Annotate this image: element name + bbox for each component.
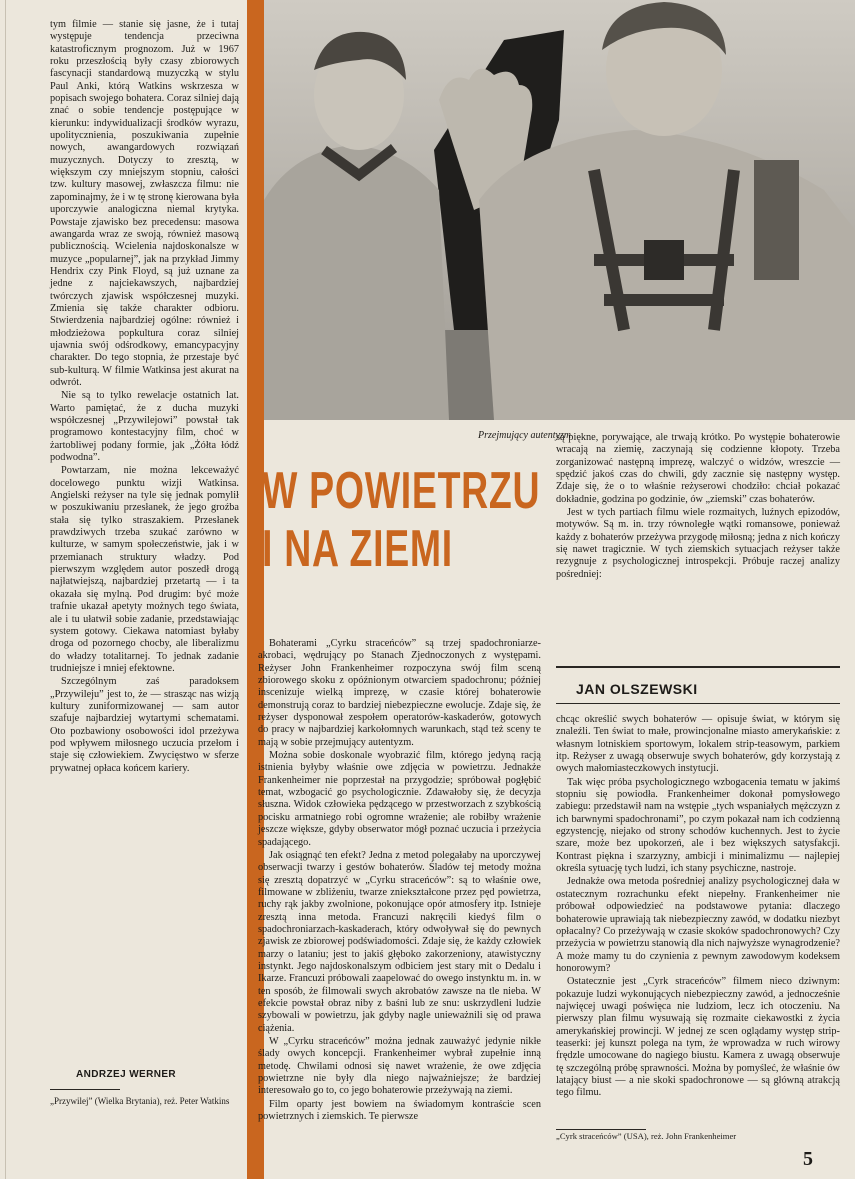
paragraph: Szczególnym zaś paradoksem „Przywileju” jest to, że — strasząc nas wizją kultury zuniformizowanej — sam autor szafuje najbardziej wytartymi schematami. Oto pozbawiony osobowości idol przeżywa pod wpływem miłosnego uczucia przełom i staje się człowiekiem. Zwycięstwo w sferze prywatnej opłaca końcem kariery. — [50, 676, 239, 774]
headline-line-2: I NA ZIEMI — [262, 520, 453, 578]
author-right: JAN OLSZEWSKI — [576, 681, 698, 697]
author-left: ANDRZEJ WERNER — [76, 1069, 177, 1080]
photo-illustration — [264, 0, 855, 420]
paragraph: Tak więc próba psychologicznego wzbogacenia tematu w jakimś stopniu się powiodła. Frankenheimer dokonał pomysłowego zabiegu: przedstawił nam na wstępie „tych wspaniałych mężczyzn z ich barwnymi spadochronami”, po czym pokazał nam ich codzienną egzystencję, niejako od strony schodów kuchennych. Jest to życie szare, może bez upokorzeń, ale i bez większych satysfakcji. Kontrast piękna i szarzyzny, ambicji i minimalizmu — najlepiej określa sytuację tych ludzi, ich stany psychiczne, nastroje. — [556, 776, 840, 875]
paragraph: są piękne, porywające, ale trwają krótko. Po występie bohaterowie wracają na ziemię, zaczynają się codzienne kłopoty. Trzeba zorganizować następną imprezę, walczyć o widzów, wreszcie — spędzić jakoś czas do chwili, gdy zacznie się następny występ. Zdaje się, że o to właśnie reżyserowi chodziło: chciał pokazać dokładnie, godzina po godzinie, ów „ziemski” czas bohaterów. — [556, 432, 840, 505]
paragraph: Jest w tych partiach filmu wiele rozmaitych, luźnych epizodów, motywów. Są m. in. trzy równoległe wątki romansowe, ponieważ każdy z bohaterów przeżywa przygodę miłosną; jedna z nich kończy się nawet tragicznie. W tych ziemskich sytuacjach reżyser także rezygnuje z psychologicznej introspekcji. Próbuje raczej analizy pośredniej: — [556, 507, 840, 580]
footnote-left: „Przywilej” (Wielka Brytania), reż. Peter Watkins — [50, 1096, 230, 1106]
paragraph: Bohaterami „Cyrku straceńców” są trzej spadochroniarze-akrobaci, wędrujący po Stanach Zjednoczonych z występami. Reżyser John Frankenheimer rozpoczyna swój film sceną zbiorowego skoku z opóźnionym otwarciem spadochronu; później inscenizuje wielką imprezę, w czasie której bohaterowie demonstrują coraz to bardziej niebezpieczne ewolucje. Zdaje się, że reżyser dysponował zespołem operatorów-kaskaderów, gotowych do pracy w najbardziej karkołomnych warunkach, stąd też sceny te mają w sobie przejmujący autentyzm. — [258, 638, 541, 748]
paragraph: Film oparty jest bowiem na świadomym kontraście scen powietrznych i ziemskich. Te pierwsze — [258, 1098, 541, 1123]
paragraph: tym filmie — stanie się jasne, że i tutaj występuje tendencja przeciwna katastroficznym prognozom. Już w 1967 roku przeszłością były czasy zbiorowych fascynacji standardową muzyczką w stylu Paul Anki, którą Watkins wskrzesza w popisach swojego bohatera. Coraz silniej dają znać o sobie tendencje postępujące w kierunku: indywidualizacji środków wyrazu, upolitycznienia, poszukiwania zupełnie nowych, awangardowych rozwiązań muzycznych. Dotyczy to zresztą, w większym czy mniejszym stopniu, całości tzw. kultury masowej, zwłaszcza filmu: nie zapominajmy, że i w tę stronę kierowana była uporczywie analogiczna niemal krytyka. Powstaje zjawisko bez precedensu: masowa awangarda wraz ze swoją, również masową publicznością. Wcielenia najdoskonalsze w muzyce „popularnej”, jak na przykład Jimmy Hendrix czy Pink Floyd, są już uznane za jedne z najciekawszych, najbardziej twórczych zjawisk współczesnej muzyki. Zmienia się także charakter odbioru. Stwierdzenia najbardziej ogólne: również i młodzieżowa popkultura coraz silniej ujawnia swój odśrodkowy, emancypacyjny charakter. Do tego stopnia, że przestaje być sub-kulturą. W filmie Watkinsa jest akurat na odwrót. — [50, 19, 239, 388]
paragraph: Jak osiągnąć ten efekt? Jedna z metod polegałaby na uporczywej obserwacji twarzy i gestów bohaterów. Śladów tej metody można się zresztą dopatrzyć w „Cyrku straceńców”: są to właśnie owe, filmowane w zbliżeniu, twarze zniekształcone przez pęd powietrza, ruchy rąk jakby zwolnione, pokonujące opór atmosfery itp. Istnieje zresztą inna metoda. Francuzi nakręcili kiedyś film o spadochroniarzach-kaskaderach, który odwoływał się do pewnych zjawisk ze zbiorowej podświadomości. Zdaje się, że każdy człowiek marzy o lataniu; jest to jakiś głęboko zakorzeniony, atawistyczny instynkt. Jego najdoskonalszym odbiciem jest stary mit o Dedalu i Ikarze. Francuzi próbowali zaapelować do owego instynktu m. in. w ten sposób, że filmowali swych akrobatów zawsze na tle nieba. W efekcie powstał obraz niby z baśni lub ze snu: uskrzydleni ludzie szybowali w powietrzu, jak gdyby nagle unieważnili się od prawa ciążenia. — [258, 849, 541, 1034]
article-column-right-top — [556, 432, 840, 582]
page-edge-rule — [5, 0, 6, 1179]
article-column-right-bottom — [556, 714, 840, 1101]
footnote-rule — [556, 1129, 646, 1130]
article-column-middle — [258, 638, 541, 1124]
paragraph: Powtarzam, nie można lekceważyć docelowego punktu wizji Watkinsa. Angielski reżyser na tyle się jednak pomylił w poszukiwaniu przesłanek, że jego groźba stała się tylko straszakiem. Przesłanek prawdziwych trzeba szukać zarówno w kulturze, w samym społeczeństwie, jak i w przemianach struktury władzy. Pod pierwszym względem autor poszedł drogą najłatwiejszą, najbardziej przetartą — i ta okazała się mylną. Pod drugim: być może trafnie ukazał apetyty możnych tego świata, ale i tu ułatwił sobie zadanie, przedstawiając system gotowy. Ciekawa natomiast byłaby droga od pozornego chocby, ale liberalizmu do władzy totalitarnej. To jednak zadanie trudniejsze i mniej efektowne. — [50, 465, 239, 674]
headline-line-1: W POWIETRZU — [262, 462, 541, 520]
paragraph: Nie są to tylko rewelacje ostatnich lat. Warto pamiętać, że z ducha muzyki współczesnej „Przywilejowi” powstał tak programowo kontestacyjny film, choć w żartobliwej podany formie, jak „Żółta łódź podwodna”. — [50, 390, 239, 464]
paragraph: Można sobie doskonale wyobrazić film, którego jedyną racją istnienia byłyby właśnie owe zdjęcia w powietrzu. Jednakże Frankenheimer nie poprzestał na przygodzie; spróbował pogłębić temat, wzbogacić go psychologicznie. Zdawałoby się, że decyzja słuszna. Widok człowieka pędzącego w przestworzach z szybkością pocisku armatniego robi ogromne wrażenie; ale robiłby wrażenie jeszcze większe, gdyby obserwator mógł poznać uczucia i przeżycia spadającego. — [258, 750, 541, 848]
footnote-right: „Cyrk straceńców” (USA), reż. John Frankenheimer — [556, 1131, 737, 1141]
paragraph: chcąc określić swych bohaterów — opisuje świat, w którym się znaleźli. Ten świat to małe, prowincjonalne miasto amerykańskie: z własnym lotniskiem sportowym, lokalem strip-teasowym, parkiem itp. Reżyser z uwagą obserwuje swych bohaterów, gdy korzystają z owych małomiasteczkowych instytucji. — [556, 714, 840, 775]
paragraph: Jednakże owa metoda pośredniej analizy psychologicznej dała w ostatecznym rozrachunku efekt niepełny. Frankenheimer nie próbował odpowiedzieć na podstawowe pytania: dlaczego bohaterowie uprawiają tak niebezpieczny zawód, w dodatku niezbyt opłacalny? Co przeżywają w czasie skoków spadochronowych? Czy przeżycia w powietrzu stanowią dla nich najwyższe wynagrodzenie? A może mamy tu do czynienia z pewnym zawodowym kodeksem honorowym? — [556, 876, 840, 974]
paragraph: W „Cyrku straceńców” można jednak zauważyć jedynie nikłe ślady owych koncepcji. Frankenheimer wybrał zupełnie inną metodę. Chwilami odnosi się nawet wrażenie, że owe zdjęcia powietrzne nie były dla niego najważniejsze; że bardziej interesowało go to, co jego bohaterowie przeżywają na ziemi. — [258, 1036, 541, 1097]
paragraph: Ostatecznie jest „Cyrk straceńców” filmem nieco dziwnym: pokazuje ludzi wykonujących niebezpieczny zawód, a jednocześnie najwięcej uwagi poświęca nie ludziom, lecz ich otoczeniu. Na pierwszy plan filmu wysuwają się rozmaite ciekawostki z życia amerykańskiej prowincji. W jednej ze scen oglądamy występ strip-teaserki: jej kunszt polega na tym, że wprowadza w ruch wirowy frędzle umocowane do nagiego biustu. Kamera z uwagą obserwuje tę szczególną próbę sprawności. Można by pomyśleć, że właśnie ów latający biust — a nie skoki spadochronowe — są główną atrakcją tego filmu. — [556, 976, 840, 1099]
author-rule-bottom — [556, 703, 840, 704]
page-number: 5 — [803, 1148, 813, 1170]
author-rule-top — [556, 666, 840, 668]
article-headline — [262, 462, 541, 578]
left-column-text — [50, 19, 239, 776]
footnote-rule — [50, 1089, 120, 1090]
photo-two-parachutists — [264, 0, 855, 420]
photo-caption: Przejmujący autentyzm — [478, 430, 572, 441]
